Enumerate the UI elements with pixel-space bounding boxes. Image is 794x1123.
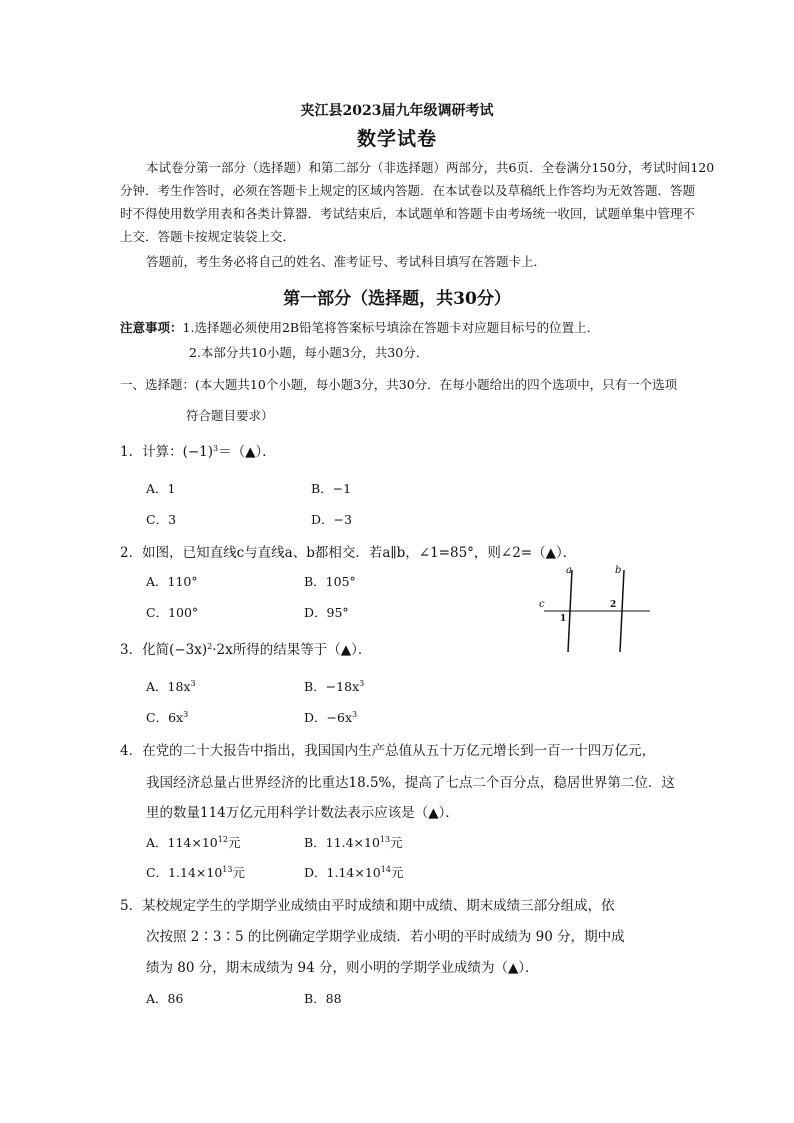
q4-c-exp: 13: [222, 865, 233, 874]
q4-line-3: 里的数量114万亿元用科学计数法表示应该是（▲）．: [146, 805, 459, 821]
q3-exponent: 2: [207, 642, 213, 651]
q3-option-d: [304, 708, 357, 726]
q2-stem: 2．如图，已知直线c与直线a、b都相交．若a∥b，∠1=85°，则∠2=（▲）．: [120, 545, 577, 561]
q4-d-unit: 元: [390, 865, 404, 880]
notice-1: 1.选择题必须使用2B铅笔将答案标号填涂在答题卡对应题目标号的位置上．: [182, 320, 600, 335]
q1-option-a: A．1: [146, 481, 176, 496]
intro-line-3: 时不得使用数学用表和各类计算器．考试结束后，本试题单和答题卡由考场统一收回，试题单集中管理不: [120, 206, 696, 221]
intro-line-5: 答题前，考生务必将自己的姓名、准考证号、考试科目填写在答题卡上．: [146, 254, 547, 269]
q1-suffix: ＝（▲）．: [218, 444, 276, 460]
q1-exponent: 3: [213, 444, 219, 453]
angle-2-label: 2: [610, 600, 617, 610]
exam-title: 夹江县2023届九年级调研考试: [300, 103, 494, 119]
q2-option-b: B．105°: [304, 574, 356, 589]
q4-a-exp: 12: [217, 835, 228, 844]
section1-heading-2: 符合题目要求）: [186, 408, 274, 423]
notice-label: 注意事项：: [120, 320, 183, 335]
q3-c-exp: 3: [183, 710, 189, 719]
q4-line-1: 4．在党的二十大报告中指出，我国国内生产总值从五十万亿元增长到一百一十四万亿元，: [120, 743, 656, 759]
q5-line-1: 5．某校规定学生的学期学业成绩由平时成绩和期中成绩、期末成绩三部分组成，依: [120, 898, 615, 914]
label-b: b: [615, 565, 622, 576]
q1-option-d: D．−3: [311, 512, 352, 527]
intro-line-4: 上交．答题卡按规定装袋上交．: [120, 229, 296, 244]
intro-line-1: 本试卷分第一部分（选择题）和第二部分（非选择题）两部分，共6页．全卷满分150分，考试时间120: [146, 160, 715, 175]
q4-b-base: B．11.4×10: [304, 835, 380, 850]
q3-a-base: A．18x: [146, 679, 191, 694]
notice-2: 2.本部分共10小题，每小题3分，共30分．: [189, 345, 429, 360]
q5-line-3: 绩为 80 分，期末成绩为 94 分，则小明的学期学业成绩为（▲）．: [146, 960, 539, 976]
q4-option-d: [304, 863, 403, 881]
label-c: c: [539, 599, 545, 610]
q4-a-base: A．114×10: [146, 835, 218, 850]
q3-b-exp: 3: [359, 679, 365, 688]
q3-option-a: [146, 677, 196, 695]
q3-option-b: [304, 677, 364, 695]
label-a: a: [566, 565, 572, 576]
part1-title: 第一部分（选择题，共30分）: [283, 289, 511, 309]
q4-a-unit: 元: [227, 835, 241, 850]
q2-option-c: C．100°: [146, 605, 199, 620]
section1-heading: 一、选择题：(本大题共10个小题，每小题3分，共30分．在每小题给出的四个选项中，只有一个选项: [120, 377, 678, 392]
q3-b-base: B．−18x: [304, 679, 360, 694]
q4-d-base: D．1.14×10: [304, 865, 381, 880]
q2-option-d: D．95°: [304, 605, 349, 620]
q4-c-unit: 元: [232, 865, 245, 880]
q1-prefix: 1．计算：(−1): [120, 444, 214, 460]
q2-figure: [536, 562, 654, 656]
q4-b-unit: 元: [390, 835, 403, 850]
q1-stem: [120, 440, 276, 460]
intro-line-2: 分钟．考生作答时，必须在答题卡上规定的区域内答题．在本试卷以及草稿纸上作答均为无效答题．答题: [120, 183, 696, 198]
q3-option-c: [146, 708, 188, 726]
q5-option-a: A．86: [146, 991, 184, 1006]
q5-option-b: B．88: [304, 991, 342, 1006]
q3-a-exp: 3: [190, 679, 196, 688]
q3-suffix: ·2x所得的结果等于（▲）．: [212, 642, 372, 658]
q4-option-c: [146, 863, 245, 881]
paper-title: 数学试卷: [356, 128, 437, 150]
q1-option-c: C．3: [146, 512, 177, 527]
q1-option-b: B．−1: [311, 481, 352, 496]
q4-option-b: [304, 833, 403, 851]
q3-prefix: 3．化简(−3x): [120, 642, 208, 658]
q5-line-2: 次按照 2∶3∶5 的比例确定学期学业成绩．若小明的平时成绩为 90 分，期中成: [146, 929, 625, 945]
q3-d-base: D．−6x: [304, 710, 352, 725]
q4-line-2: 我国经济总量占世界经济的比重达18.5%，提高了七点二个百分点，稳居世界第二位．这: [146, 775, 675, 791]
q4-b-exp: 13: [379, 835, 391, 844]
angle-1-label: 1: [560, 614, 567, 624]
q3-d-exp: 3: [352, 710, 358, 719]
q4-d-exp: 14: [380, 865, 391, 874]
q4-option-a: [146, 833, 240, 851]
q3-c-base: C．6x: [146, 710, 184, 725]
q2-option-a: A．110°: [146, 574, 198, 589]
q3-stem: [120, 638, 371, 658]
q4-c-base: C．1.14×10: [146, 865, 223, 880]
